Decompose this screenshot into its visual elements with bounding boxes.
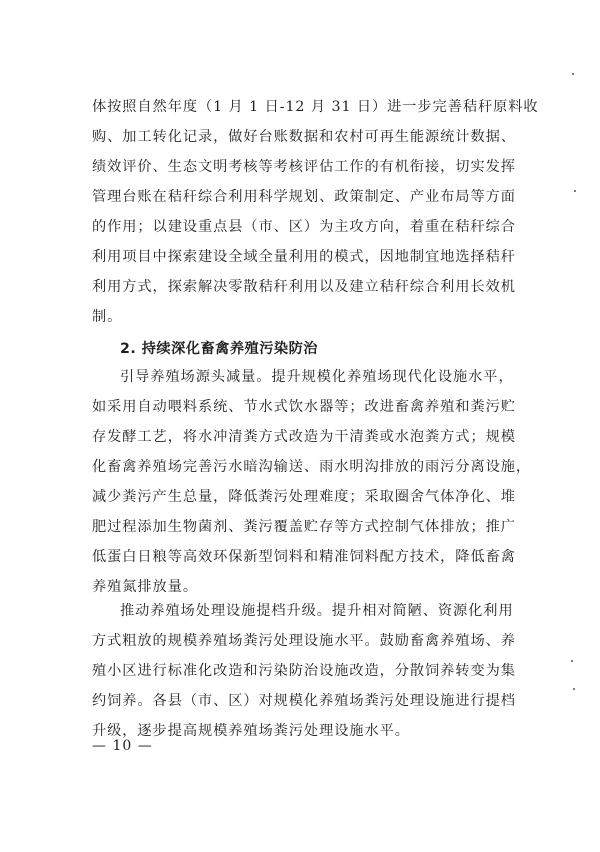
text-line: 约饲养。各县（市、区）对规模化养殖场粪污处理设施进行提档 xyxy=(92,693,516,709)
text-line: 引导养殖场源头减量。提升规模化养殖场现代化设施水平， xyxy=(120,369,514,385)
scan-speck xyxy=(572,73,574,75)
paragraph-source-reduction xyxy=(92,362,531,602)
text-line: 利用方式，探索解决零散秸秆利用以及建立秸秆综合利用长效机 xyxy=(92,279,516,295)
text-line: 管理台账在秸秆综合利用科学规划、政策制定、产业布局等方面 xyxy=(92,189,516,205)
text-line: 升级，逐步提高规模养殖场粪污处理设施水平。 xyxy=(92,723,410,739)
text-line: 养殖氮排放量。 xyxy=(92,579,198,595)
paragraph-straw-management xyxy=(92,92,539,332)
section-heading-block xyxy=(92,334,512,364)
section-heading: 2. 持续深化畜禽养殖污染防治 xyxy=(120,341,318,357)
text-line: 的作用；以建设重点县（市、区）为主攻方向，着重在秸秆综合 xyxy=(92,219,516,235)
text-line: 低蛋白日粮等高效环保新型饲料和精准饲料配方技术，降低畜禽 xyxy=(92,549,516,565)
scan-speck xyxy=(574,190,576,192)
text-line: 化畜禽养殖场完善污水暗沟输送、雨水明沟排放的雨污分离设施， xyxy=(92,459,531,475)
page-number: — 10 — xyxy=(92,738,153,754)
text-line: 方式粗放的规模养殖场粪污处理设施水平。鼓励畜禽养殖场、养 xyxy=(92,633,516,649)
text-line: 制。 xyxy=(92,309,123,325)
text-line: 如采用自动喂料系统、节水式饮水器等；改进畜禽养殖和粪污贮 xyxy=(92,399,516,415)
text-line: 体按照自然年度（1 月 1 日-12 月 31 日）进一步完善秸秆原料收 xyxy=(92,99,539,115)
scan-speck xyxy=(571,660,573,662)
text-line: 购、加工转化记录，做好台账数据和农村可再生能源统计数据、 xyxy=(92,129,516,145)
text-line: 存发酵工艺，将水冲清粪方式改造为干清粪或水泡粪方式；规模 xyxy=(92,429,516,445)
text-line: 绩效评价、生态文明考核等考核评估工作的有机衔接，切实发挥 xyxy=(92,159,516,175)
scan-speck xyxy=(573,688,575,690)
text-line: 减少粪污产生总量，降低粪污处理难度；采取圈舍气体净化、堆 xyxy=(92,489,516,505)
paragraph-facility-upgrade xyxy=(92,596,516,746)
text-line: 肥过程添加生物菌剂、粪污覆盖贮存等方式控制气体排放；推广 xyxy=(92,519,516,535)
text-line: 殖小区进行标准化改造和污染防治设施改造，分散饲养转变为集 xyxy=(92,663,516,679)
text-line: 推动养殖场处理设施提档升级。提升相对简陋、资源化利用 xyxy=(120,603,514,619)
text-line: 利用项目中探索建设全域全量利用的模式，因地制宜地选择秸秆 xyxy=(92,249,516,265)
